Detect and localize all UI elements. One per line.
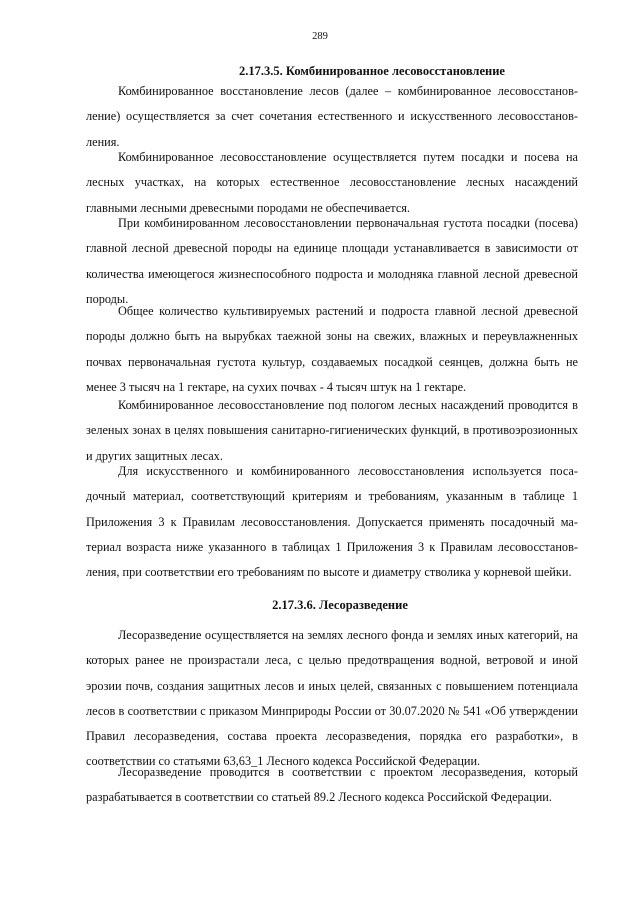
paragraph: Комбинированное лесовосстановление под пологом лесных насаждений проводится в зеленых зонах в целях повышения санитарно-гигиенических функций, в противоэрозионных и других защитных лесах. bbox=[86, 398, 578, 463]
section-heading-afforestation: 2.17.3.6. Лесоразведение bbox=[272, 598, 408, 612]
paragraph: Для искусственного и комбинированного лесовосстановления используется посадочный материал, соответствующий критериям и требованиям, указанным в таблице 1 Приложения 3 к Правилам лесовосстановления. Допускается применять посадочный материал возраста ниже указанного в таблицах 1 Приложения 3 к Правилам лесовосстановления, при соответствии его требованиям по высоте и диаметру стволика у корневой шейки. bbox=[86, 464, 578, 580]
paragraph: Лесоразведение проводится в соответствии с проектом лесоразведения, который разрабатывается в соответствии со статьей 89.2 Лесного кодекса Российской Федерации. bbox=[86, 765, 578, 805]
paragraph: Общее количество культивируемых растений и подроста главной лесной древесной породы должно быть на вырубках таежной зоны на свежих, влажных и переувлажненных почвах первоначальная густота культур, создаваемых посадкой сеянцев, должна быть не менее 3 тысяч на 1 гектаре, на сухих почвах - 4 тысяч штук на 1 гектаре. bbox=[86, 304, 578, 394]
paragraph: Комбинированное восстановление лесов (далее – комбинированное лесовосстановление) осуществляется за счет сочетания естественного и искусственного лесовосстановления. bbox=[86, 84, 578, 149]
page-number: 289 bbox=[312, 31, 328, 42]
paragraph: Лесоразведение осуществляется на землях лесного фонда и землях иных категорий, на которых ранее не произрастали леса, с целью предотвращения водной, ветровой и иной эрозии почв, создания защитных лесов и иных целей, связанных с повышением потенциала лесов в соответствии с приказом Минприроды России от 30.07.2020 № 541 «Об утверждении Правил лесоразведения, состава проекта лесоразведения, порядка его разработки», в соответствии со статьями 63,63_1 Лесного кодекса Российской Федерации. bbox=[86, 628, 578, 769]
section-heading-combined-reforestation: 2.17.3.5. Комбинированное лесовосстановление bbox=[239, 64, 505, 78]
paragraph: Комбинированное лесовосстановление осуществляется путем посадки и посева на лесных участках, на которых естественное лесовосстановление лесных насаждений главными лесными древесными породами не обеспечивается. bbox=[86, 150, 578, 215]
paragraph: При комбинированном лесовосстановлении первоначальная густота посадки (посева) главной лесной древесной породы на единице площади устанавливается в зависимости от количества имеющегося жизнеспособного подроста и молодняка главной лесной древесной породы. bbox=[86, 216, 578, 306]
